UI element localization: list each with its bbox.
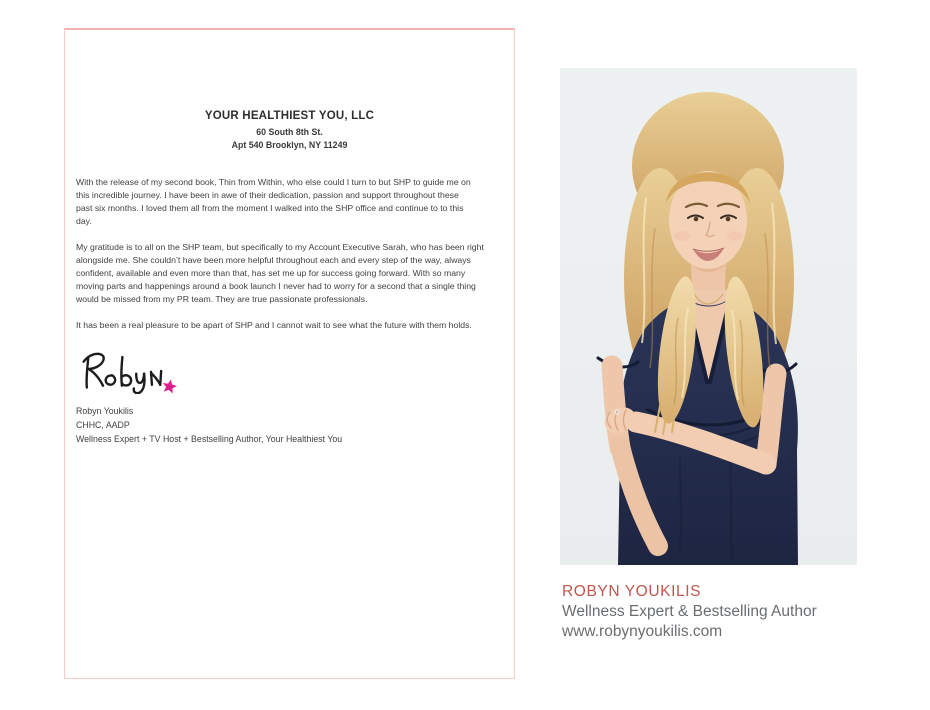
upper-arm-right bbox=[766, 374, 776, 464]
paragraph-line: confident, available and even more than that, has set me up for success going forward. With so many bbox=[76, 268, 466, 278]
letter-body bbox=[76, 176, 500, 345]
paragraph-line: this incredible journey. I have been in awe of their dedication, passion and support throughout these bbox=[76, 190, 459, 200]
paragraph-line: It has been a real pleasure to be apart of SHP and I cannot wait to see what the future with them holds. bbox=[76, 320, 472, 330]
paragraph-line: day. bbox=[76, 216, 92, 226]
paragraph-line: My gratitude is to all on the SHP team, but specifically to my Account Executive Sarah, who has been right bbox=[76, 242, 484, 252]
testimonial-letter bbox=[64, 28, 515, 679]
profile-name: ROBYN YOUKILIS bbox=[562, 583, 702, 600]
blush-left bbox=[674, 231, 690, 241]
signoff-name: Robyn Youkilis bbox=[76, 406, 134, 416]
letter-header bbox=[65, 110, 514, 151]
upper-arm-left bbox=[612, 366, 620, 448]
blush-right bbox=[727, 231, 743, 241]
paragraph-line: moving parts and happenings around a book launch I never had to worry for a second that a single thing bbox=[76, 281, 476, 291]
paragraph-1 bbox=[76, 176, 500, 228]
address-line-1: 60 South 8th St. bbox=[256, 127, 323, 137]
portrait-illustration bbox=[560, 68, 857, 565]
signature bbox=[74, 346, 184, 396]
paragraph-line: past six months. I loved them all from the moment I walked into the SHP office and continue to to this bbox=[76, 203, 464, 213]
paragraph-line: With the release of my second book, Thin from Within, who else could I turn to but SHP to guide me on bbox=[76, 177, 471, 187]
company-name: YOUR HEALTHIEST YOU, LLC bbox=[204, 110, 375, 122]
signoff-block bbox=[76, 404, 342, 446]
portrait-photo bbox=[560, 68, 857, 565]
signature-robyn-drawing bbox=[74, 346, 180, 394]
paragraph-line: alongside me. She couldn’t have been more helpful throughout each and every step of the way, always bbox=[76, 255, 471, 265]
signature-star-icon bbox=[161, 378, 178, 394]
signoff-title: Wellness Expert + TV Host + Bestselling Author, Your Healthiest You bbox=[76, 434, 343, 444]
paragraph-line: would be missed from my PR team. They are true passionate professionals. bbox=[76, 294, 368, 304]
profile-caption bbox=[562, 581, 817, 642]
paragraph-3 bbox=[76, 319, 500, 332]
signoff-credentials: CHHC, AADP bbox=[76, 420, 130, 430]
address-line-2: Apt 540 Brooklyn, NY 11249 bbox=[231, 139, 348, 150]
paragraph-2 bbox=[76, 241, 500, 306]
profile-title: Wellness Expert & Bestselling Author bbox=[562, 603, 817, 620]
profile-website-link[interactable]: www.robynyoukilis.com bbox=[562, 623, 723, 640]
